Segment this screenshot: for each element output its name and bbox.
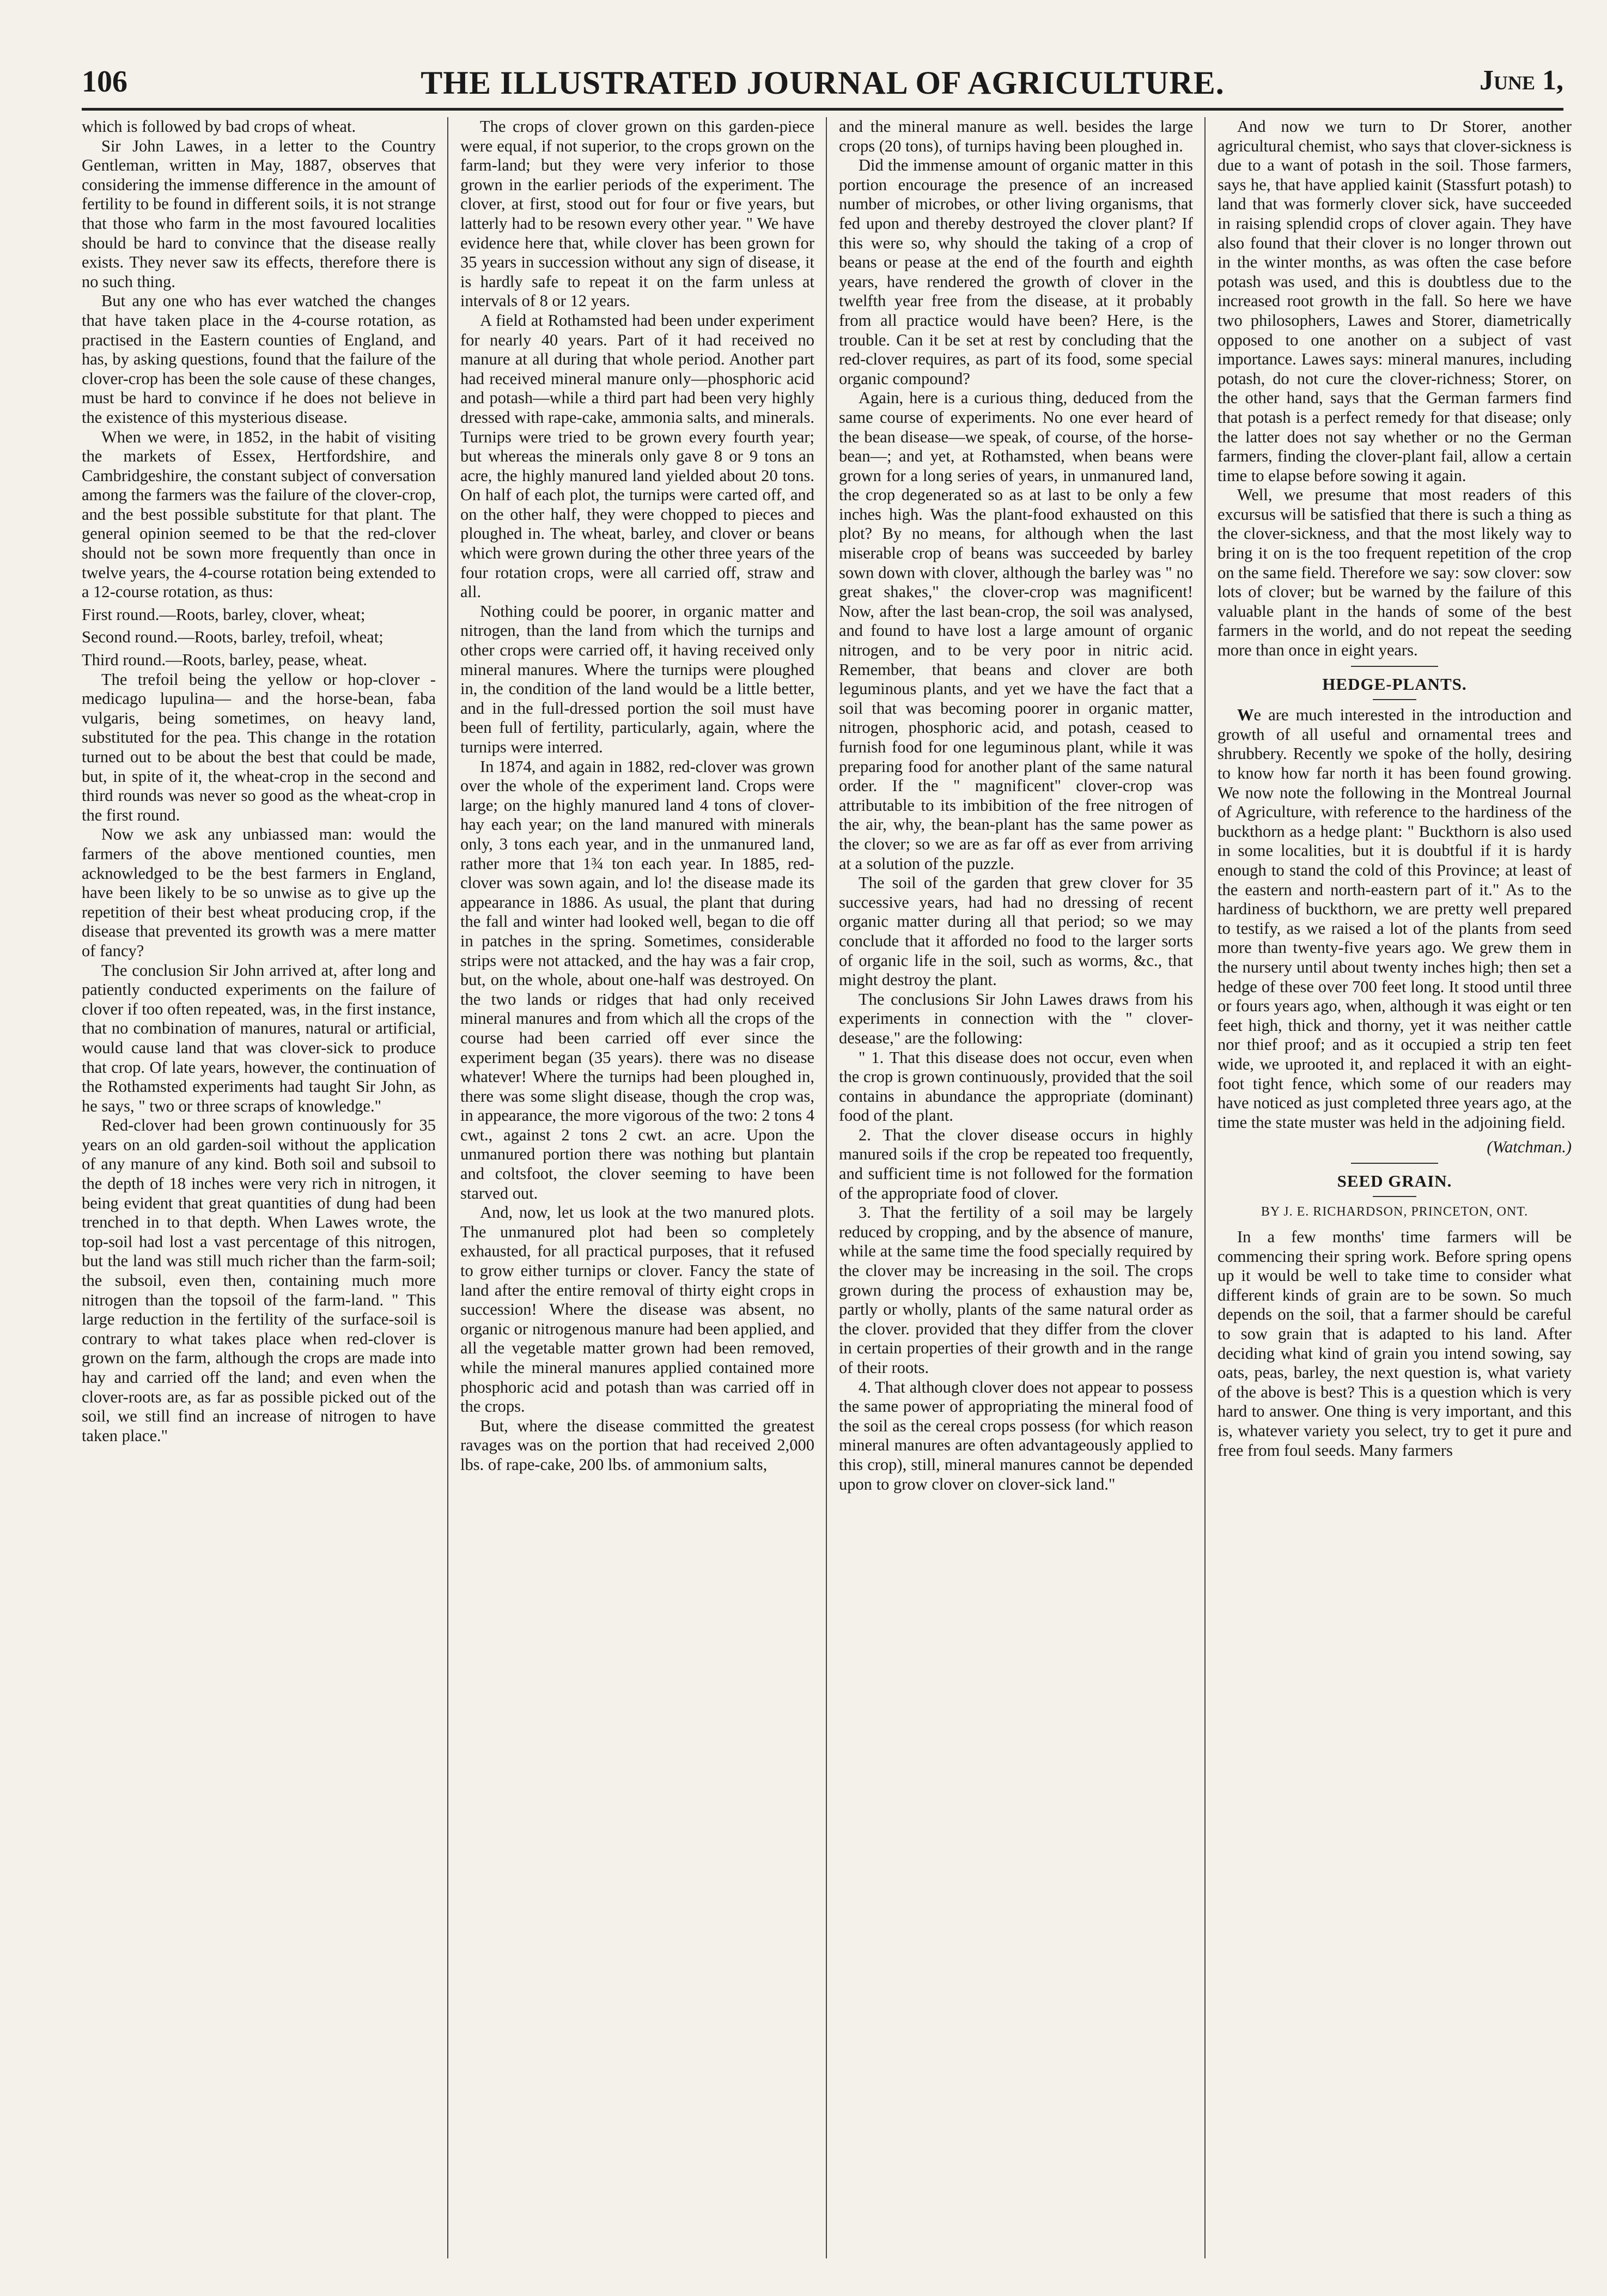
paragraph: which is followed by bad crops of wheat. [82,117,356,136]
paragraph: But any one who has ever watched the changes that have taken place in the 4-course rotation, as practised in the Eastern counties of England, and has, by asking questions, found that the failure of the clover-crop has been the sole cause of these changes, must be hard to convince if he does not believe in the existence of this mysterious disease. [82,291,436,427]
paragraph: Did the immense amount of organic matter in this portion encourage the presence of an increased number of microbes, or other living organisms, that fed upon and thereby destroyed the clover plant? If this were so, why should the taking of a crop of beans or pease at the end of the fourth and eighth years, have rendered the growth of clover in the twelfth year free from the disease, at it probably from all practice would have been? Here, is the trouble. Can it be set at rest by concluding that the red-clover requires, as part of its food, some special organic compound? [839,156,1193,388]
paragraph: But, where the disease committed the greatest ravages was on the portion that had received 2,000 lbs. of rape-cake, 200 lbs. of ammonium salts, [460,1416,814,1474]
journal-title: THE ILLUSTRATED JOURNAL OF AGRICULTURE. [421,65,1225,101]
column-2 [460,117,814,2258]
page-header [82,64,1563,108]
issue-date: June 1, [1479,65,1563,96]
paragraph: Well, we presume that most readers of this excursus will be satisfied that there is such a thing as the clover-sickness, and that the most likely way to bring it on is the too frequent repetition of the crop on the same field. Therefore we say: sow clover: sow lots of clover; but be warned by the failure of this valuable plant in the hands of some of the best farmers in the world, and do not repeat the seeding more than once in eight years. [1218,485,1572,660]
paragraph: A field at Rothamsted had been under experiment for nearly 40 years. Part of it had received no manure at all during that whole period. Another part had received mineral manure only—phosphoric acid and potash—while a third part had been very highly dressed with rape-cake, ammonia salts, and minerals. Turnips were tried to be grown every fourth year; but whereas the minerals only gave 8 or 9 tons an acre, the highly manured land yielded about 20 tons. On half of each plot, the turnips were carted off, and on the other half, they were chopped to pieces and ploughed in. The wheat, barley, and clover or beans which were grown during the other three years of the four rotation crops, were all carried off, straw and all. [460,311,814,602]
paragraph: Now we ask any unbiassed man: would the farmers of the above mentioned counties, men acknowledged to be the best farmers in England, have been likely to be so unwise as to give up the repetition of their best wheat producing crop, if the disease that prevented its growth was a mere matter of fancy? [82,825,436,960]
paragraph: Sir John Lawes, in a letter to the Country Gentleman, written in May, 1887, observes that considering the immense difference in the amount of fertility to be found in different soils, it is not strange that those who farm in the most favoured localities should be hard to convince that the disease really exists. They never saw its effects, therefore there is no such thing. [82,136,436,291]
paragraph: When we were, in 1852, in the habit of visiting the markets of Essex, Hertfordshire, and Cambridgeshire, the constant subject of conversation among the farmers was the failure of the clover-crop, and the best possible substitute for that plant. The general opinion seemed to be that the red-clover should not be sown more frequently than once in twelve years, the 4-course rotation being extended to a 12-course rotation, as thus: [82,427,436,602]
heading-rule [1373,699,1416,700]
page-number: 106 [82,65,127,99]
rotation-line: Second round.—Roots, barley, trefoil, wheat; [82,628,384,647]
paragraph: The trefoil being the yellow or hop-clover - medicago lupulina— and the horse-bean, faba vulgaris, being sometimes, on heavy land, substituted for the pea. This change in the rotation turned out to be about the best that could be made, but, in spite of it, the wheat-crop in the second and third rounds was never so good as the wheat-crop in the first round. [82,670,436,824]
byline: BY J. E. RICHARDSON, PRINCETON, ONT. [1261,1205,1529,1219]
section-rule [1351,1163,1438,1164]
conclusion-item: 2. That the clover disease occurs in highly manured soils if the crop be repeated too frequently, and sufficient time is not followed for the formation of the appropriate food of clover. [839,1125,1193,1202]
paragraph: The soil of the garden that grew clover for 35 successive years, had had no dressing of recent organic matter during all that period; so we may conclude that it afforded no food to the larger sorts of organic life in the soil, such as worms, &c., that might destroy the plant. [839,873,1193,989]
column-4 [1218,117,1572,2258]
column-divider [447,117,448,2258]
paragraph: We are much interested in the introduction and growth of all useful and ornamental trees and shrubbery. Recently we spoke of the holly, desiring to know how far north it has been found growing. We now note the following in the Montreal Journal of Agriculture, with reference to the hardiness of the buckthorn as a hedge plant: " Buckthorn is also used in some localities, but it is doubtful if it is hardy enough to stand the cold of this Province; at least of the eastern and north-eastern part of it." As to the hardiness of buckthorn, we are pretty well prepared to testify, as we raised a lot of the plants from seed more than twenty-five years ago. We grew them in the nursery until about twenty inches high; then set a hedge of these over 700 feet long. It stood until three or fours years ago, when, although it was eight or ten feet high, thick and thorny, yet it was neither cattle nor thief proof; and as it occupied a strip ten feet wide, we uprooted it, and replaced it with an eight-foot tight fence, which some of our readers may have noticed as just completed three years ago, at the time the state muster was held in the adjoining field. [1218,706,1572,1132]
paragraph: In 1874, and again in 1882, red-clover was grown over the whole of the experiment land. Crops were large; on the highly manured land 4 tons of clover-hay each year; on the land manured with minerals only, 3 tons each year, and in the unmanured land, rather more that 1¾ ton each year. In 1885, red-clover was sown again, and lo! the disease made its appearance in 1886. As usual, the plant that during the fall and winter had looked well, began to die off in patches in the spring. Sometimes, considerable strips were not attacked, and the hay was a fair crop, but, on the whole, about one-half was destroyed. On the two lands or ridges that had only received mineral manures and from which all the crops of the course had been carried off ever since the experiment began (35 years). there was no disease whatever! Where the turnips had been ploughed in, there was some slight disease, though the crop was, in appearance, the more vigorous of the two: 2 tons 4 cwt., against 2 tons 2 cwt. an acre. Upon the unmanured portion there was nothing but plantain and coltsfoot, the clover seeming to have been starved out. [460,757,814,1202]
paragraph: Red-clover had been grown continuously for 35 years on an old garden-soil without the application of any manure of any kind. Both soil and subsoil to the depth of 18 inches were very rich in nitrogen, it being evident that great quantities of dung had been trenched in to that depth. When Lawes wrote, the top-soil had lost a vast percentage of this nitrogen, but the land was still much richer than the farm-soil; the subsoil, even then, containing much more nitrogen than the topsoil of the farm-land. " This large reduction in the fertility of the surface-soil is contrary to what takes place when red-clover is grown on the farm, although the crops are made into hay and carried off the land; and even when the clover-roots are, as far as possible picked out of the soil, we still find an increase of nitrogen to have taken place." [82,1116,436,1445]
paragraph: Nothing could be poorer, in organic matter and nitrogen, than the land from which the turnips and other crops were carried off, it having received only mineral manures. Where the turnips were ploughed in, the condition of the land would be a little better, and in the full-dressed portion the soil must have been full of fertility, particularly, again, where the turnips were interred. [460,602,814,756]
paragraph: The conclusion Sir John arrived at, after long and patiently conducted experiments on the failure of clover if too often repeated, was, in the first instance, that no combination of manures, natural or artificial, would cause land that was clover-sick to produce that crop. Of late years, however, the continuation of the Rothamsted experiments had taught Sir John, as he says, " two or three scraps of knowledge." [82,961,436,1115]
column-divider [1204,117,1206,2258]
paragraph: And, now, let us look at the two manured plots. The unmanured plot had been so completely exhausted, for all practical purposes, that it refused to grow either turnips or clover. Fancy the state of land after the entire removal of thirty eight crops in succession! Where the disease was absent, no organic or nitrogenous manure had been applied, and all the vegetable matter grown had been removed, while the mineral manures applied contained more phosphoric acid and potash than was carried off in the crops. [460,1203,814,1416]
heading-rule [1373,1196,1416,1197]
paragraph: Again, here is a curious thing, deduced from the same course of experiments. No one ever heard of the bean disease—we speak, of course, of the horse-bean—; and yet, at Rothamsted, when beans were grown for a long series of years, in unmanured land, the crop degenerated so as at last to be only a few inches high. Was the plant-food exhausted on this plot? By no means, for although when the last miserable crop of beans was succeeded by barley sown down with clover, although the barley was " no great shakes," the clover-crop was magnificent! Now, after the last bean-crop, the soil was analysed, and found to have lost a large amount of organic nitrogen, and to be very poor in nitric acid. Remember, that beans and clover are both leguminous plants, and yet we have the fact that a soil that was becoming poorer in organic matter, nitrogen, phosphoric acid, and potash, ceased to furnish food for one leguminous plant, while it was preparing food for another plant of the same natural order. If the " magnificent" clover-crop was attributable to its imbibition of the free nitrogen of the air, why, the bean-plant has the same power as the clover; so we are as far off as ever from arriving at a solution of the puzzle. [839,388,1193,873]
paragraph: The conclusions Sir John Lawes draws from his experiments in connection with the " clover-desease," are the following: [839,989,1193,1047]
section-rule [1351,666,1438,667]
rotation-line: Third round.—Roots, barley, pease, wheat. [82,651,368,670]
paragraph: And now we turn to Dr Storer, another agricultural chemist, who says that clover-sickness is due to a want of potash in the soil. Those farmers, says he, that have applied kainit (Stassfurt potash) to land that was formerly clover sick, have succeeded in raising splendid crops of clover again. They have also found that their clover is no longer thrown out in the winter months, as was often the case before potash was used, and this is doubtless due to the increased root growth in the fall. So here we have two philosophers, Lawes and Storer, diametrically opposed to one another on a subject of vast importance. Lawes says: mineral manures, including potash, do not cure the clover-richness; Storer, on the other hand, says that the German farmers find that potash is a perfect remedy for that disease; only the latter does not say whether or no the German farmers, finding the clover-plant fail, allow a certain time to elapse before sowing it again. [1218,117,1572,485]
conclusion-item: " 1. That this disease does not occur, even when the crop is grown continuously, provided that the soil contains in abundance the appropriate (dominant) food of the plant. [839,1048,1193,1125]
conclusion-item: 3. That the fertility of a soil may be largely reduced by cropping, and by the absence of manure, while at the same time the food specially required by the clover may be increasing in the soil. The crops grown during the process of exhaustion may be, partly or wholly, plants of the same natural order as the clover. provided that they differ from the clover in certain properties of their growth and in the range of their roots. [839,1203,1193,1377]
source-attribution: (Watchman.) [1487,1138,1572,1157]
column-divider [826,117,827,2258]
section-heading-seed-grain: SEED GRAIN. [1337,1171,1452,1190]
paragraph: The crops of clover grown on this garden-piece were equal, if not superior, to the crops grown on the farm-land; but they were very inferior to those grown in the earlier periods of the experiment. The clover, at first, stood out for four or five years, but latterly had to be resown every other year. " We have evidence here that, while clover has been grown for 35 years in succession without any sign of disease, it is hardly safe to repeat it on the farm unless at intervals of 8 or 12 years. [460,117,814,311]
conclusion-item: 4. That although clover does not appear to possess the same power of appropriating the mineral food of the soil as the cereal crops possess (for which reason mineral manures are often advantageously applied to this crop), still, mineral manures cannot be depended upon to grow clover on clover-sick land." [839,1377,1193,1493]
rotation-line: First round.—Roots, barley, clover, wheat; [82,605,366,624]
column-1 [82,117,436,2258]
column-3 [839,117,1193,2258]
paragraph: and the mineral manure as well. besides the large crops (20 tons), of turnips having been ploughed in. [839,117,1193,155]
paragraph: In a few months' time farmers will be commencing their spring work. Before spring opens up it would be well to take time to consider what different kinds of grain are to be sown. So much depends on the soil, that a farmer should be careful to sow grain that is adapted to his land. After deciding what kind of grain you intend sowing, say oats, peas, barley, the next question is, what variety of the above is best? This is a question which is very hard to answer. One thing is very important, and this is, whatever variety you select, try to get it pure and free from foul seeds. Many farmers [1218,1228,1572,1460]
header-rule [82,108,1563,111]
section-heading-hedge-plants: HEDGE-PLANTS. [1322,674,1467,694]
